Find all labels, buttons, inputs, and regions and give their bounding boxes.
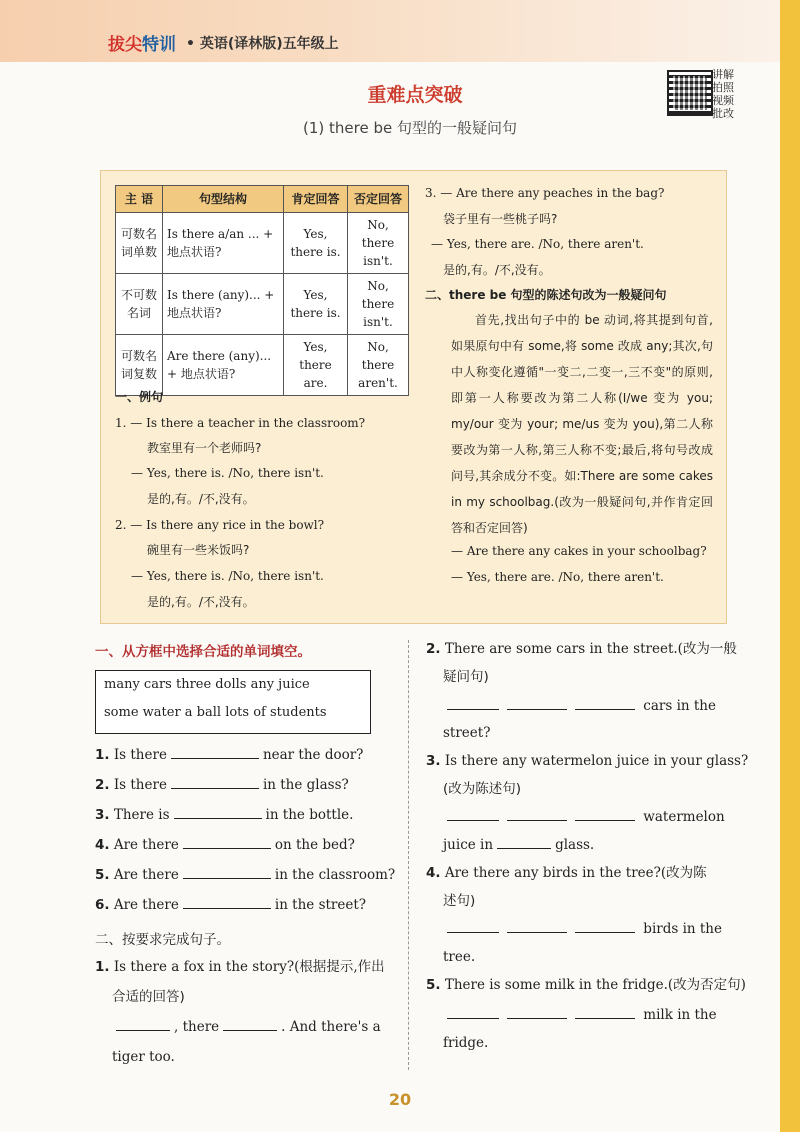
answer-blank[interactable] [183, 864, 271, 879]
answer-blank[interactable] [575, 918, 635, 933]
answer-blank[interactable] [171, 774, 259, 789]
page-subtitle: (1) there be 句型的一般疑问句 [303, 119, 517, 137]
table-cell: Is there (any)... + 地点状语? [163, 274, 284, 335]
exercise-question: 1. Is there a fox in the story?(根据提示,作出 [95, 959, 385, 975]
example-a-cn: 是的,有。/不,没有。 [443, 263, 551, 277]
example-q: 3. — Are there any peaches in the bag? [425, 186, 665, 200]
exercise-question: 5. There is some milk in the fridge.(改为否定句) [426, 977, 746, 993]
page-edge [780, 0, 800, 1132]
exercise-answer-cont: fridge. [443, 1035, 489, 1051]
exercise-question: 3. Is there any watermelon juice in your glass? [426, 753, 749, 769]
exercise-answer: , there . And there's a [112, 1016, 381, 1038]
answer-blank[interactable] [447, 1004, 499, 1019]
table-row [116, 213, 409, 274]
answer-blank[interactable] [497, 834, 551, 849]
exercise-question: 2. There are some cars in the street.(改为一般 [426, 641, 737, 657]
answer-blank[interactable] [447, 695, 499, 710]
answer-blank[interactable] [507, 695, 567, 710]
example-q: 2. — Is there any rice in the bowl? [115, 518, 325, 532]
exercise-item: 2. Is there in the glass? [95, 774, 349, 796]
examples-heading: 一、例句 [115, 390, 164, 404]
exercise-answer-cont: street? [443, 725, 491, 741]
answer-blank[interactable] [183, 834, 271, 849]
table-header: 句型结构 [163, 186, 284, 213]
exercise2-heading: 二、按要求完成句子。 [95, 932, 230, 948]
brand-logo [108, 30, 176, 55]
header-dot: • [186, 36, 195, 52]
exercise-question-cont: 疑问句) [443, 669, 489, 685]
answer-blank[interactable] [447, 806, 499, 821]
answer-blank[interactable] [575, 806, 635, 821]
grammar-panel [100, 170, 727, 624]
example-a: — Yes, there is. /No, there isn't. [131, 569, 324, 583]
example-a-cn: 是的,有。/不,没有。 [147, 492, 255, 506]
exercise-question: 4. Are there any birds in the tree?(改为陈 [426, 865, 707, 881]
table-cell: 不可数名词 [116, 274, 163, 335]
exercise-answer-cont: tiger too. [112, 1049, 175, 1065]
example-q-cn: 袋子里有一些桃子吗? [443, 212, 558, 226]
exercise-item: 6. Are there in the street? [95, 894, 366, 916]
subject-text: 英语(译林版)五年级上 [199, 36, 339, 52]
example-a-cn: 是的,有。/不,没有。 [147, 595, 255, 609]
example-q: 1. — Is there a teacher in the classroom? [115, 416, 366, 430]
answer-blank[interactable] [223, 1016, 277, 1031]
qr-code-icon[interactable] [667, 70, 713, 116]
grammar-table [115, 185, 409, 396]
rule-example-a: — Yes, there are. /No, there aren't. [451, 570, 664, 584]
answer-blank[interactable] [575, 1004, 635, 1019]
table-cell: Are there (any)... + 地点状语? [163, 335, 284, 396]
table-cell: Yes, there are. [284, 335, 348, 396]
table-cell: 可数名词单数 [116, 213, 163, 274]
exercise1-heading: 一、从方框中选择合适的单词填空。 [95, 644, 311, 660]
column-divider [408, 640, 409, 1070]
exercise-question-cont: (改为陈述句) [443, 781, 522, 797]
brand-part1: 拔尖 [108, 35, 142, 55]
page-number: 20 [388, 1090, 412, 1109]
subject-label [186, 33, 339, 53]
table-cell: Yes, there is. [284, 274, 348, 335]
table-header-row [116, 186, 409, 213]
example-q-cn: 教室里有一个老师吗? [147, 441, 262, 455]
table-cell: Is there a/an ... + 地点状语? [163, 213, 284, 274]
answer-blank[interactable] [183, 894, 271, 909]
example-a: — Yes, there is. /No, there isn't. [131, 466, 324, 480]
rule-example-q: — Are there any cakes in your schoolbag? [451, 544, 707, 558]
answer-blank[interactable] [507, 918, 567, 933]
table-cell: No, there aren't. [348, 335, 409, 396]
table-header: 否定回答 [348, 186, 409, 213]
exercise-item: 3. There is in the bottle. [95, 804, 353, 826]
exercise-answer: cars in the [443, 695, 716, 717]
exercise-question-cont: 合适的回答) [112, 989, 185, 1005]
rule-heading: 二、there be 句型的陈述句改为一般疑问句 [425, 288, 667, 302]
exercise-item: 4. Are there on the bed? [95, 834, 355, 856]
rule-text: 首先,找出句子中的 be 动词,将其提到句首,如果原句中有 some,将 some 改成 any;其次,句中人称变化遵循"一变二,二变一,三不变"的原则,即第一人称要改为第二人称(I/we 变为 you; my/our 变为 your; me/us 变为 you),第二人称要改为第一人称,第三人称不变;最后,将句号改成问号,其余成分不变。如:There are some cakes in my schoolbag.(改为一般疑问句,并作肯定回答和否定回答) [451, 313, 713, 535]
word-box [95, 670, 371, 734]
exercise-answer-cont: tree. [443, 949, 476, 965]
answer-blank[interactable] [116, 1016, 170, 1031]
exercise-answer: milk in the [443, 1004, 717, 1026]
table-row [116, 274, 409, 335]
example-a: — Yes, there are. /No, there aren't. [431, 237, 644, 251]
answer-blank[interactable] [171, 744, 259, 759]
answer-blank[interactable] [575, 695, 635, 710]
word-row: some water a ball lots of students [104, 705, 327, 720]
exercise-question-cont: 述句) [443, 893, 476, 909]
word-row: many cars three dolls any juice [104, 677, 310, 692]
table-cell: 可数名词复数 [116, 335, 163, 396]
table-header: 肯定回答 [284, 186, 348, 213]
answer-blank[interactable] [447, 918, 499, 933]
table-cell: No, there isn't. [348, 274, 409, 335]
exercise-answer: juice in glass. [443, 834, 594, 856]
table-cell: No, there isn't. [348, 213, 409, 274]
brand-part2: 特训 [142, 35, 176, 55]
answer-blank[interactable] [174, 804, 262, 819]
qr-label: 讲解拍照视频批改 [712, 68, 734, 120]
page-title: 重难点突破 [367, 84, 463, 106]
table-header: 主 语 [116, 186, 163, 213]
example-q-cn: 碗里有一些米饭吗? [147, 543, 250, 557]
exercise-item: 1. Is there near the door? [95, 744, 363, 766]
answer-blank[interactable] [507, 806, 567, 821]
exercise-answer: watermelon [443, 806, 725, 828]
exercise-item: 5. Are there in the classroom? [95, 864, 395, 886]
exercise-answer: birds in the [443, 918, 722, 940]
answer-blank[interactable] [507, 1004, 567, 1019]
table-cell: Yes, there is. [284, 213, 348, 274]
